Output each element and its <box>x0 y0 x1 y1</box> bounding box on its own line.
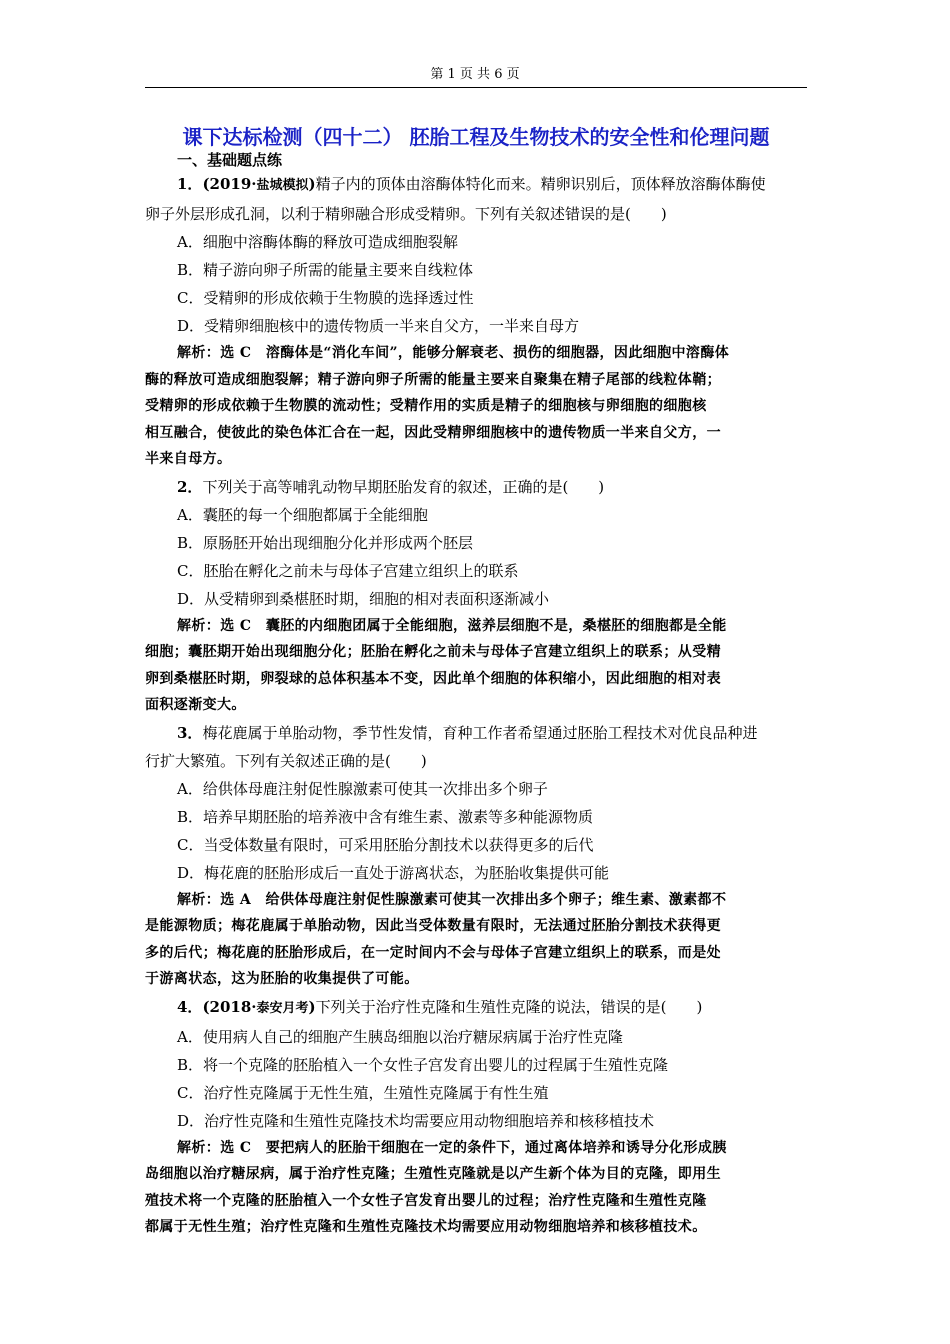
question-stem-text: 梅花鹿属于单胎动物，季节性发情，育种工作者希望通过胚胎工程技术对优良品种进 <box>202 723 758 742</box>
question-number: 1． <box>177 175 203 193</box>
question-4 <box>145 993 807 1241</box>
answer-text: 要把病人的胚胎干细胞在一定的条件下，通过离体培养和诱导分化形成胰 <box>251 1139 727 1156</box>
question-stem <box>145 170 807 200</box>
answer-explanation <box>145 1135 807 1241</box>
answer-label: 解析：选 C <box>177 345 252 361</box>
question-source-open: (2018· <box>202 997 257 1016</box>
answer-text: 溶酶体是“消化车间”，能够分解衰老、损伤的细胞器，因此细胞中溶酶体 <box>251 345 730 361</box>
option-c: C．当受体数量有限时，可采用胚胎分割技术以获得更多的后代 <box>177 835 594 854</box>
answer-label: 解析：选 A <box>177 891 252 908</box>
option-d: D．梅花鹿的胚胎形成后一直处于游离状态，为胚胎收集提供可能 <box>177 863 610 882</box>
option-b: B．将一个克隆的胚胎植入一个女性子宫发育出婴儿的过程属于生殖性克隆 <box>177 1055 669 1074</box>
option-c: C．治疗性克隆属于无性生殖，生殖性克隆属于有性生殖 <box>177 1083 549 1102</box>
question-source-close: ) <box>308 997 316 1016</box>
answer-line: 面积逐渐变大。 <box>145 697 246 713</box>
section-heading: 一、基础题点练 <box>177 151 283 169</box>
question-stem <box>145 719 807 747</box>
answer-line: 都属于无性生殖；治疗性克隆和生殖性克隆技术均需要应用动物细胞培养和核移植技术。 <box>145 1219 707 1235</box>
answer-line <box>145 613 807 640</box>
question-number: 3． <box>177 723 203 742</box>
answer-text: 给供体母鹿注射促性腺激素可使其一次排出多个卵子；维生素、激素都不 <box>251 891 727 908</box>
option-d: D．治疗性克隆和生殖性克隆技术均需要应用动物细胞培养和核移植技术 <box>177 1111 655 1130</box>
option-d: D．受精卵细胞核中的遗传物质一半来自父方，一半来自母方 <box>177 317 580 335</box>
answer-line: 于游离状态，这为胚胎的收集提供了可能。 <box>145 971 419 987</box>
answer-line: 是能源物质；梅花鹿属于单胎动物，因此当受体数量有限时，无法通过胚胎分割技术获得更 <box>145 918 721 934</box>
question-stem-text: 下列关于治疗性克隆和生殖性克隆的说法，错误的是( ) <box>315 997 703 1016</box>
question-1 <box>145 170 807 473</box>
answer-line: 岛细胞以治疗糖尿病，属于治疗性克隆；生殖性克隆就是以产生新个体为目的克隆，即用生 <box>145 1166 721 1182</box>
option-c: C．胚胎在孵化之前未与母体子宫建立组织上的联系 <box>177 561 519 580</box>
answer-label: 解析：选 C <box>177 1139 252 1156</box>
answer-line: 半来自母方。 <box>145 451 232 467</box>
answer-line: 相互融合，使彼此的染色体汇合在一起，因此受精卵细胞核中的遗传物质一半来自父方，一 <box>145 424 721 441</box>
question-stem-continued: 卵子外层形成孔洞，以利于精卵融合形成受精卵。下列有关叙述错误的是( ) <box>145 205 667 223</box>
option-b: B．精子游向卵子所需的能量主要来自线粒体 <box>177 261 474 279</box>
answer-label: 解析：选 C <box>177 617 252 634</box>
option-b: B．培养早期胚胎的培养液中含有维生素、激素等多种能源物质 <box>177 807 594 826</box>
header-divider <box>145 87 807 88</box>
question-stem-continued: 行扩大繁殖。下列有关叙述正确的是( ) <box>145 751 427 770</box>
answer-explanation <box>145 340 807 473</box>
question-2 <box>145 473 807 719</box>
answer-line: 卵到桑椹胚时期，卵裂球的总体积基本不变，因此单个细胞的体积缩小，因此细胞的相对表 <box>145 670 721 687</box>
document-body <box>145 150 807 1241</box>
answer-line <box>145 1135 807 1162</box>
option-b: B．原肠胚开始出现细胞分化并形成两个胚层 <box>177 533 474 552</box>
option-a: A．使用病人自己的细胞产生胰岛细胞以治疗糖尿病属于治疗性克隆 <box>177 1027 623 1046</box>
question-source-close: ) <box>308 175 316 193</box>
question-stem <box>145 993 807 1023</box>
answer-line <box>145 340 807 367</box>
answer-explanation <box>145 613 807 719</box>
answer-line: 殖技术将一个克隆的胚胎植入一个女性子宫发育出婴儿的过程；治疗性克隆和生殖性克隆 <box>145 1192 707 1209</box>
option-d: D．从受精卵到桑椹胚时期，细胞的相对表面积逐渐减小 <box>177 589 550 608</box>
answer-line: 细胞；囊胚期开始出现细胞分化；胚胎在孵化之前未与母体子宫建立组织上的联系；从受精 <box>145 644 721 660</box>
option-a: A．细胞中溶酶体酶的释放可造成细胞裂解 <box>177 233 458 251</box>
question-stem-text: 精子内的顶体由溶酶体特化而来。精卵识别后，顶体释放溶酶体酶使 <box>315 175 766 193</box>
question-stem <box>145 473 807 501</box>
page-header: 第 1 页 共 6 页 <box>430 67 520 82</box>
option-a: A．给供体母鹿注射促性腺激素可使其一次排出多个卵子 <box>177 779 548 798</box>
question-stem-text: 下列关于高等哺乳动物早期胚胎发育的叙述，正确的是( ) <box>202 477 605 496</box>
question-source: 盐城模拟 <box>256 178 309 193</box>
question-3 <box>145 719 807 993</box>
document-title: 课下达标检测（四十二） 胚胎工程及生物技术的安全性和伦理问题 <box>182 125 770 149</box>
question-source: 泰安月考 <box>256 1000 309 1016</box>
option-a: A．囊胚的每一个细胞都属于全能细胞 <box>177 505 428 524</box>
answer-text: 囊胚的内细胞团属于全能细胞，滋养层细胞不是，桑椹胚的细胞都是全能 <box>251 617 727 634</box>
option-c: C．受精卵的形成依赖于生物膜的选择透过性 <box>177 289 474 307</box>
answer-line <box>145 887 807 914</box>
answer-line: 多的后代；梅花鹿的胚胎形成后，在一定时间内不会与母体子宫建立组织上的联系，而是处 <box>145 944 721 961</box>
answer-line: 酶的释放可造成细胞裂解；精子游向卵子所需的能量主要来自聚集在精子尾部的线粒体鞘； <box>145 371 721 388</box>
question-source-open: (2019· <box>202 175 257 193</box>
answer-explanation <box>145 887 807 993</box>
question-number: 2． <box>177 477 203 496</box>
answer-line: 受精卵的形成依赖于生物膜的流动性；受精作用的实质是精子的细胞核与卵细胞的细胞核 <box>145 398 707 414</box>
question-number: 4． <box>177 997 203 1016</box>
